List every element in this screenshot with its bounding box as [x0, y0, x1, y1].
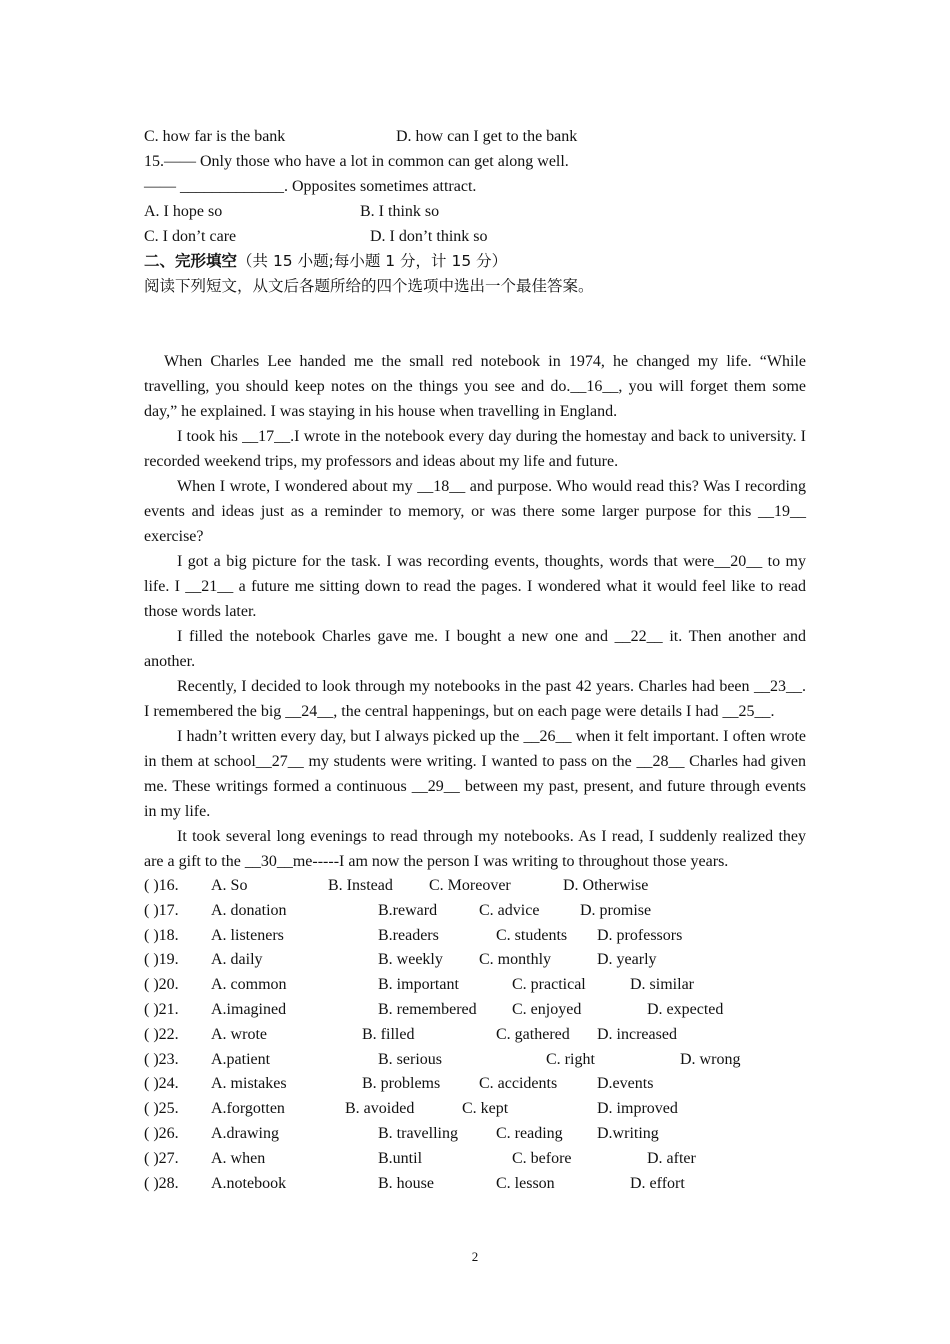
q15-option-b: B. I think so [360, 203, 440, 220]
answer-option: C. accidents [479, 1075, 558, 1093]
answer-option: D. expected [647, 1000, 724, 1018]
question-row [144, 1097, 806, 1122]
answer-option: A.patient [211, 1050, 271, 1068]
section-title: 二、完形填空 [144, 252, 238, 270]
question-row [144, 874, 806, 899]
answer-option: C. practical [512, 976, 586, 994]
question-row [144, 1023, 806, 1048]
answer-option: B. avoided [345, 1100, 415, 1118]
question-row [144, 1122, 806, 1147]
prev-option-c: C. how far is the bank [144, 128, 286, 145]
section-heading [144, 249, 806, 274]
answer-option: A. common [211, 976, 287, 994]
answer-option: B.until [378, 1149, 423, 1167]
question-row [144, 973, 806, 998]
q15-options-row-1 [144, 199, 806, 224]
question-row [144, 899, 806, 924]
cloze-passage [144, 349, 806, 874]
answer-option: B.reward [378, 901, 438, 919]
question-number: ( )24. [144, 1075, 179, 1093]
question-row [144, 1048, 806, 1073]
answer-option: A.drawing [211, 1124, 279, 1142]
answer-option: D. effort [630, 1174, 685, 1192]
answer-option: D. wrong [680, 1050, 741, 1068]
section-note: （共 15 小题;每小题 1 分，计 15 分） [237, 252, 508, 270]
answer-option: B. serious [378, 1050, 442, 1068]
passage-paragraph-2: I took his __17__.I wrote in the notebook every day during the homestay and back to university. I recorded weekend trips, my professors and ideas about my life and future. [144, 428, 806, 470]
answer-option: C. right [546, 1050, 595, 1068]
q15-stem: 15.—— Only those who have a lot in common can get along well. [144, 153, 569, 170]
answer-option: D. after [647, 1149, 696, 1167]
answer-option: A. donation [211, 901, 287, 919]
question-row [144, 924, 806, 949]
answer-option: D.writing [597, 1124, 659, 1142]
answer-option: C. before [512, 1149, 572, 1167]
passage-paragraph-7: I hadn’t written every day, but I always picked up the __26__ when it felt important. I often wrote in them at school__27__ my students were writing. I wanted to pass on the __28__ Charles had given me. These writings formed a continuous __29__ between my past, present, and future through events in my life. [144, 728, 806, 820]
prev-option-d: D. how can I get to the bank [396, 128, 578, 145]
question-number: ( )19. [144, 951, 179, 969]
page-number: 2 [471, 1249, 479, 1264]
question-number: ( )23. [144, 1050, 179, 1068]
answer-option: A. So [211, 877, 248, 894]
answer-option: C. kept [462, 1100, 509, 1118]
question-number: ( )26. [144, 1124, 179, 1142]
answer-option: A. mistakes [211, 1075, 287, 1093]
answer-option: B. Instead [328, 877, 393, 894]
question-number: ( )27. [144, 1149, 179, 1167]
question-row [144, 1172, 806, 1197]
exam-page [144, 124, 806, 1196]
question-row [144, 1072, 806, 1097]
question-number: ( )20. [144, 976, 179, 994]
q15-reply: —— _____________. Opposites sometimes attract. [144, 178, 477, 195]
question-number: ( )25. [144, 1100, 179, 1118]
answer-option: A.imagined [211, 1000, 287, 1018]
answer-option: D. yearly [597, 951, 657, 969]
answer-option: C. advice [479, 901, 540, 919]
answer-option: B. filled [362, 1025, 415, 1043]
answer-option: C. gathered [496, 1025, 570, 1043]
answer-option: B.readers [378, 926, 439, 944]
answer-option: D. promise [580, 901, 652, 919]
q15-option-c: C. I don’t care [144, 228, 237, 245]
passage-paragraph-5: I filled the notebook Charles gave me. I bought a new one and __22__ it. Then another and another. [144, 628, 806, 670]
question-row [144, 948, 806, 973]
question-list [144, 874, 806, 1196]
section-instruction: 阅读下列短文，从文后各题所给的四个选项中选出一个最佳答案。 [144, 277, 594, 295]
question-number: ( )17. [144, 901, 179, 919]
answer-option: A. wrote [211, 1025, 267, 1043]
answer-option: D. improved [597, 1100, 678, 1118]
q15-option-a: A. I hope so [144, 203, 223, 220]
question-number: ( )18. [144, 926, 179, 944]
question-row [144, 998, 806, 1023]
answer-option: C. lesson [496, 1174, 555, 1192]
answer-option: B. house [378, 1174, 434, 1192]
answer-option: B. remembered [378, 1000, 477, 1018]
question-row [144, 1147, 806, 1172]
passage-paragraph-6: Recently, I decided to look through my notebooks in the past 42 years. Charles had been __23__. I remembered the big __24__, the central happenings, but on each page were details I had __25__. [144, 678, 806, 720]
passage-paragraph-3: When I wrote, I wondered about my __18__ and purpose. Who would read this? Was I recording events and ideas just as a reminder to memory, or was there some larger purpose for this __19__ exercise? [144, 478, 806, 545]
q15-options-row-2 [144, 224, 806, 249]
answer-option: A.notebook [211, 1174, 287, 1192]
answer-option: A. when [211, 1149, 266, 1167]
passage-paragraph-1: When Charles Lee handed me the small red notebook in 1974, he changed my life. “While travelling, you should keep notes on the things you see and do.__16__, you will forget them some day,” he explained. I was staying in his house when travelling in England. [144, 353, 806, 420]
q15-option-d: D. I don’t think so [370, 228, 488, 245]
question-number: ( )16. [144, 877, 179, 894]
prev-options-row [144, 124, 806, 149]
answer-option: D. professors [597, 926, 683, 944]
answer-option: D.events [597, 1075, 654, 1093]
answer-option: C. reading [496, 1124, 563, 1142]
answer-option: A. listeners [211, 926, 284, 944]
answer-option: D. Otherwise [563, 877, 649, 894]
passage-paragraph-8: It took several long evenings to read through my notebooks. As I read, I suddenly realized they are a gift to the __30__me-----I am now the person I was writing to throughout those years. [144, 828, 806, 870]
answer-option: C. students [496, 926, 568, 944]
answer-option: C. enjoyed [512, 1000, 582, 1018]
answer-option: D. similar [630, 976, 694, 994]
answer-option: C. Moreover [429, 877, 511, 894]
answer-option: B. important [378, 976, 459, 994]
answer-option: D. increased [597, 1025, 677, 1043]
answer-option: B. weekly [378, 951, 443, 969]
answer-option: C. monthly [479, 951, 552, 969]
question-number: ( )22. [144, 1025, 179, 1043]
answer-option: A. daily [211, 951, 263, 969]
answer-option: A.forgotten [211, 1100, 285, 1118]
question-number: ( )21. [144, 1000, 179, 1018]
answer-option: B. problems [362, 1075, 441, 1093]
passage-paragraph-4: I got a big picture for the task. I was recording events, thoughts, words that were__20__ to my life. I __21__ a future me sitting down to read the pages. I wondered what it would feel like to read those words later. [144, 553, 806, 620]
question-number: ( )28. [144, 1174, 179, 1192]
answer-option: B. travelling [378, 1124, 458, 1142]
